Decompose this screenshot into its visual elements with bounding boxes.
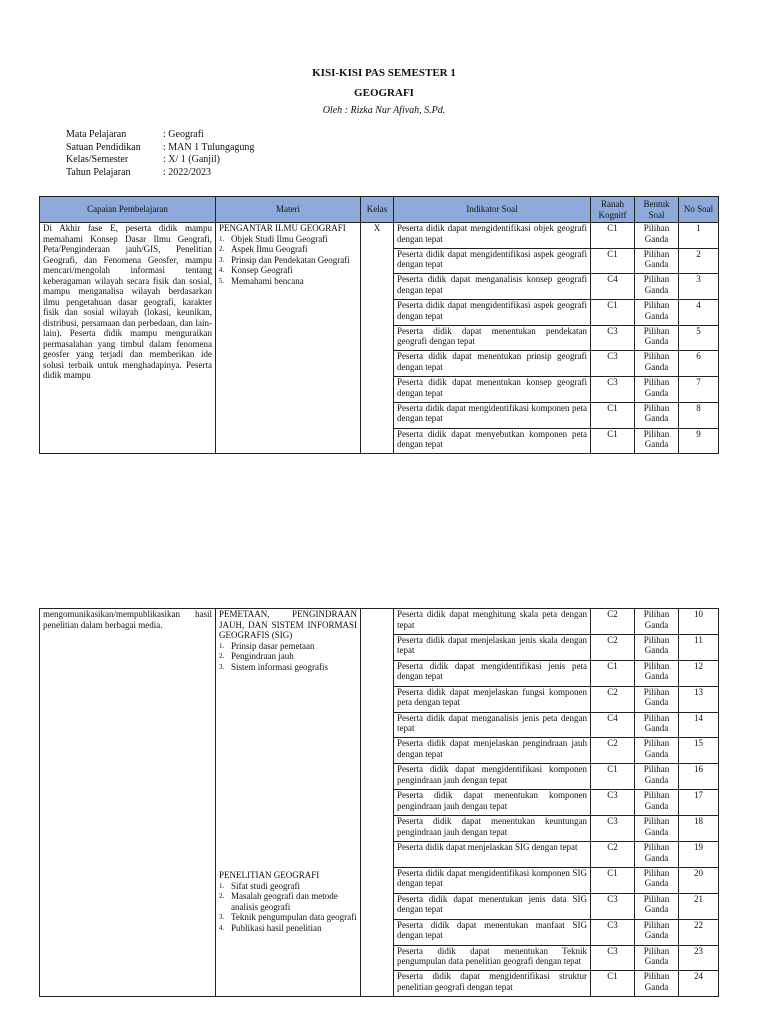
ranah-cell: C1 [591, 300, 635, 326]
bentuk-cell: Pilihan Ganda [635, 945, 679, 971]
no-soal-cell: 3 [679, 274, 719, 300]
topic-number: 2. [219, 892, 225, 900]
bentuk-cell: Pilihan Ganda [635, 609, 679, 635]
indikator-cell: Peserta didik dapat menentukan jenis data SIG dengan tepat [394, 893, 591, 919]
indikator-cell: Peserta didik dapat mengidentifikasi komponen peta dengan tepat [394, 402, 591, 428]
no-soal-cell: 15 [679, 738, 719, 764]
bentuk-cell: Pilihan Ganda [635, 377, 679, 403]
no-soal-cell: 7 [679, 377, 719, 403]
no-soal-cell: 22 [679, 919, 719, 945]
meta-row [66, 167, 254, 180]
materi-topic [219, 255, 357, 266]
meta-label: Kelas/Semester [66, 154, 129, 165]
no-soal-cell: 13 [679, 686, 719, 712]
blueprint-table-page-2 [39, 608, 719, 997]
no-soal-cell: 2 [679, 248, 719, 274]
capaian-cell: mengomunikasikan/mempublikasikan hasil penelitian dalam berbagai media. [40, 609, 216, 997]
identity-block [66, 129, 254, 179]
ranah-cell: C1 [591, 223, 635, 249]
ranah-cell: C2 [591, 609, 635, 635]
topic-number: 1. [219, 881, 225, 890]
materi-title: PEMETAAN, PENGINDRAAN JAUH, DAN SISTEM INFORMASI GEOGRAFIS (SIG) [219, 609, 357, 640]
bentuk-cell: Pilihan Ganda [635, 738, 679, 764]
bentuk-cell: Pilihan Ganda [635, 428, 679, 454]
bentuk-cell: Pilihan Ganda [635, 248, 679, 274]
header-bentuk: Bentuk Soal [635, 197, 679, 223]
topic-number: 3. [219, 255, 225, 264]
ranah-cell: C4 [591, 712, 635, 738]
no-soal-cell: 1 [679, 223, 719, 249]
topic-number: 4. [219, 923, 225, 932]
materi-title: PENGANTAR ILMU GEOGRAFI [219, 223, 346, 233]
no-soal-cell: 16 [679, 764, 719, 790]
ranah-cell: C1 [591, 248, 635, 274]
no-soal-cell: 21 [679, 893, 719, 919]
topic-label: Memahami bencana [231, 275, 304, 286]
no-soal-cell: 9 [679, 428, 719, 454]
indikator-cell: Peserta didik dapat menghitung skala peta dengan tepat [394, 609, 591, 635]
bentuk-cell: Pilihan Ganda [635, 919, 679, 945]
ranah-cell: C3 [591, 790, 635, 816]
topic-label: Sistem informasi geografis [231, 661, 328, 672]
meta-value: : X/ 1 (Ganjil) [163, 154, 220, 165]
indikator-cell: Peserta didik dapat mengidentifikasi objek geografi dengan tepat [394, 223, 591, 249]
ranah-cell: C1 [591, 971, 635, 997]
materi-cell [216, 609, 361, 997]
materi-topic [219, 265, 357, 276]
topic-number: 3. [219, 662, 225, 671]
bentuk-cell: Pilihan Ganda [635, 790, 679, 816]
document-subject: GEOGRAFI [354, 87, 414, 99]
materi-cell [216, 223, 361, 454]
topic-number: 1. [219, 641, 225, 650]
header-ranah: Ranah Kognitf [591, 197, 635, 223]
materi-topic-list [219, 234, 357, 287]
ranah-cell: C1 [591, 867, 635, 893]
indikator-cell: Peserta didik dapat mengidentifikasi aspek geografi dengan tepat [394, 300, 591, 326]
bentuk-cell: Pilihan Ganda [635, 971, 679, 997]
materi-topic-list [219, 881, 357, 934]
ranah-cell: C1 [591, 402, 635, 428]
topic-label: Publikasi hasil penelitian [231, 922, 322, 933]
bentuk-cell: Pilihan Ganda [635, 712, 679, 738]
meta-row [66, 129, 254, 142]
materi-topic [219, 881, 357, 892]
no-soal-cell: 14 [679, 712, 719, 738]
no-soal-cell: 4 [679, 300, 719, 326]
materi-topic [219, 641, 357, 652]
materi-topic [219, 244, 357, 255]
indikator-cell: Peserta didik dapat menganalisis jenis peta dengan tepat [394, 712, 591, 738]
bentuk-cell: Pilihan Ganda [635, 634, 679, 660]
materi-title: PENELITIAN GEOGRAFI [219, 870, 320, 880]
indikator-cell: Peserta didik dapat menjelaskan jenis skala dengan tepat [394, 634, 591, 660]
indikator-cell: Peserta didik dapat menjelaskan pengindraan jauh dengan tepat [394, 738, 591, 764]
bentuk-cell: Pilihan Ganda [635, 816, 679, 842]
bentuk-cell: Pilihan Ganda [635, 660, 679, 686]
meta-row [66, 142, 254, 155]
capaian-cell: Di Akhir fase E, peserta didik mampu memahami Konsep Dasar Ilmu Geografi, Peta/Penginderaan jauh/GIS, Penelitian Geografi, dan Fenomena Geosfer, mampu mencari/mengolah informasi tentang keberagaman wilayah secara fisik dan sosial, mampu menganalisa wilayah berdasarkan ilmu pengetahuan dasar geografi, karakter fisik dan sosial wilayah (lokasi, keunikan, distribusi, persamaan dan perbedaan, dan lain-lain). Peserta didik mampu menguraikan permasalahan yang timbul dalam fenomena geosfer yang terjadi dan memberikan ide solusi terbaik untuk menghadapinya. Peserta didik mampu [40, 223, 216, 454]
meta-value: : 2022/2023 [163, 166, 212, 178]
materi-topic [219, 651, 357, 662]
topic-label: Aspek Ilmu Geografi [231, 244, 308, 254]
bentuk-cell: Pilihan Ganda [635, 300, 679, 326]
ranah-cell: C2 [591, 686, 635, 712]
document-author: Oleh : Rizka Nur Afivah, S.Pd. [322, 105, 446, 116]
no-soal-cell: 19 [679, 842, 719, 868]
ranah-cell: C3 [591, 816, 635, 842]
header-indikator: Indikator Soal [394, 197, 591, 223]
indikator-cell: Peserta didik dapat menentukan manfaat SIG dengan tepat [394, 919, 591, 945]
no-soal-cell: 5 [679, 325, 719, 351]
bentuk-cell: Pilihan Ganda [635, 223, 679, 249]
ranah-cell: C3 [591, 945, 635, 971]
bentuk-cell: Pilihan Ganda [635, 325, 679, 351]
bentuk-cell: Pilihan Ganda [635, 402, 679, 428]
indikator-cell: Peserta didik dapat menentukan pendekatan geografi dengan tepat [394, 325, 591, 351]
meta-row [66, 154, 254, 167]
indikator-cell: Peserta didik dapat menganalisis konsep geografi dengan tepat [394, 274, 591, 300]
materi-topic [219, 662, 357, 673]
ranah-cell: C3 [591, 351, 635, 377]
topic-label: Teknik pengumpulan data geografi [231, 912, 357, 922]
kelas-cell: X [361, 223, 394, 454]
indikator-cell: Peserta didik dapat menentukan Teknik pengumpulan data penelitian geografi dengan tepat [394, 945, 591, 971]
no-soal-cell: 17 [679, 790, 719, 816]
materi-block-penelitian [219, 870, 357, 933]
ranah-cell: C1 [591, 764, 635, 790]
no-soal-cell: 24 [679, 971, 719, 997]
indikator-cell: Peserta didik dapat mengidentifikasi jenis peta dengan tepat [394, 660, 591, 686]
materi-topic [219, 923, 357, 934]
topic-number: 2. [219, 245, 225, 253]
bentuk-cell: Pilihan Ganda [635, 842, 679, 868]
ranah-cell: C2 [591, 842, 635, 868]
topic-label: Prinsip dan Pendekatan Geografi [231, 254, 350, 265]
no-soal-cell: 18 [679, 816, 719, 842]
ranah-cell: C4 [591, 274, 635, 300]
materi-block-pemetaan [219, 609, 357, 672]
meta-label: Tahun Pelajaran [66, 166, 131, 178]
ranah-cell: C2 [591, 634, 635, 660]
topic-number: 5. [219, 276, 225, 285]
materi-topic [219, 276, 357, 287]
no-soal-cell: 11 [679, 634, 719, 660]
ranah-cell: C3 [591, 325, 635, 351]
indikator-cell: Peserta didik dapat menjelaskan fungsi komponen peta dengan tepat [394, 686, 591, 712]
indikator-cell: Peserta didik dapat menentukan komponen pengindraan jauh dengan tepat [394, 790, 591, 816]
topic-number: 2. [219, 652, 225, 660]
no-soal-cell: 12 [679, 660, 719, 686]
topic-label: Objek Studi Ilmu Geografi [231, 233, 328, 244]
topic-label: Sifat studi geografi [231, 880, 300, 891]
indikator-cell: Peserta didik dapat menentukan keuntungan pengindraan jauh dengan tepat [394, 816, 591, 842]
indikator-cell: Peserta didik dapat mengidentifikasi komponen SIG dengan tepat [394, 867, 591, 893]
topic-number: 3. [219, 913, 225, 921]
indikator-cell: Peserta didik dapat mengidentifikasi struktur penelitian geografi dengan tepat [394, 971, 591, 997]
materi-topic-list [219, 641, 357, 673]
no-soal-cell: 20 [679, 867, 719, 893]
ranah-cell: C3 [591, 893, 635, 919]
materi-topic [219, 891, 357, 912]
ranah-cell: C2 [591, 738, 635, 764]
no-soal-cell: 10 [679, 609, 719, 635]
topic-number: 4. [219, 266, 225, 274]
topic-number: 1. [219, 234, 225, 243]
topic-label: Pengindraan jauh [231, 651, 294, 661]
indikator-cell: Peserta didik dapat menentukan konsep geografi dengan tepat [394, 377, 591, 403]
table-header-row [40, 197, 719, 223]
indikator-cell: Peserta didik dapat menjelaskan SIG dengan tepat [394, 842, 591, 868]
table-row [40, 609, 719, 635]
document-header [0, 66, 768, 118]
no-soal-cell: 23 [679, 945, 719, 971]
bentuk-cell: Pilihan Ganda [635, 274, 679, 300]
topic-label: Konsep Geografi [231, 265, 293, 275]
meta-label: Satuan Pendidikan [66, 141, 141, 153]
meta-value: : Geografi [163, 129, 204, 140]
document-title: KISI-KISI PAS SEMESTER 1 [312, 67, 456, 79]
materi-topic [219, 234, 357, 245]
indikator-cell: Peserta didik dapat menentukan prinsip geografi dengan tepat [394, 351, 591, 377]
topic-label: Masalah geografi dan metode analisis geografi [231, 891, 338, 912]
bentuk-cell: Pilihan Ganda [635, 351, 679, 377]
ranah-cell: C3 [591, 377, 635, 403]
header-no: No Soal [679, 197, 719, 223]
materi-topic [219, 912, 357, 923]
ranah-cell: C1 [591, 660, 635, 686]
header-materi: Materi [216, 197, 361, 223]
indikator-cell: Peserta didik dapat menyebutkan komponen peta dengan tepat [394, 428, 591, 454]
bentuk-cell: Pilihan Ganda [635, 893, 679, 919]
indikator-cell: Peserta didik dapat mengidentifikasi komponen pengindraan jauh dengan tepat [394, 764, 591, 790]
header-capaian: Capaian Pembelajaran [40, 197, 216, 223]
bentuk-cell: Pilihan Ganda [635, 764, 679, 790]
table-row [40, 223, 719, 249]
no-soal-cell: 6 [679, 351, 719, 377]
materi-spacer [219, 672, 357, 870]
header-kelas: Kelas [361, 197, 394, 223]
ranah-cell: C1 [591, 428, 635, 454]
indikator-cell: Peserta didik dapat mengidentifikasi aspek geografi dengan tepat [394, 248, 591, 274]
topic-label: Prinsip dasar pemetaan [231, 640, 315, 651]
bentuk-cell: Pilihan Ganda [635, 686, 679, 712]
no-soal-cell: 8 [679, 402, 719, 428]
ranah-cell: C3 [591, 919, 635, 945]
blueprint-table-page-1 [39, 196, 719, 454]
bentuk-cell: Pilihan Ganda [635, 867, 679, 893]
meta-label: Mata Pelajaran [66, 129, 127, 140]
meta-value: : MAN 1 Tulungagung [163, 141, 255, 153]
kelas-cell [361, 609, 394, 997]
